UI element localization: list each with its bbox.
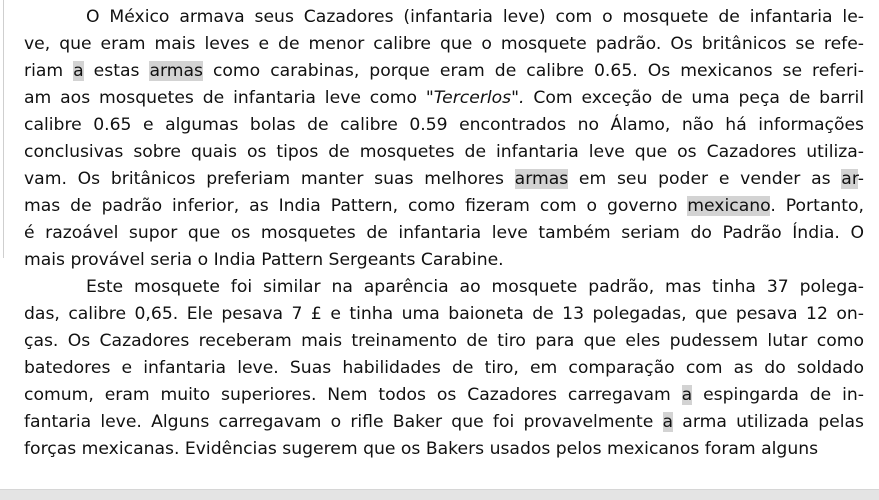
bottom-scroll-bar[interactable]	[0, 489, 879, 500]
text-line	[24, 355, 864, 382]
text-line	[24, 85, 864, 112]
text-line	[24, 112, 864, 139]
text-run: mais provável seria o India Pattern Sergeants Carabine.	[24, 250, 504, 270]
text-line	[24, 193, 864, 220]
text-run: . Portanto,	[770, 196, 864, 216]
text-line	[24, 166, 864, 193]
text-line	[24, 247, 864, 274]
text-run: das, calibre 0,65. Ele pesava 7 £ e tinha uma baioneta de 13 polegadas, que pesava 12 on-	[24, 304, 864, 324]
text-line	[24, 220, 864, 247]
highlighted-word: ar	[841, 169, 858, 189]
text-run: é razoável supor que os mosquetes de infantaria leve também seriam do Padrão Índia. O	[24, 223, 864, 243]
text-run: arma utilizada pelas	[673, 412, 864, 432]
text-run: am aos mosquetes de infantaria leve como	[24, 88, 426, 108]
text-run: como carabinas, porque eram de calibre 0.65. Os mexicanos se referi-	[202, 61, 864, 81]
text-run: forças mexicanas. Evidências sugerem que os Bakers usados pelos mexicanos foram alguns	[24, 439, 819, 459]
highlighted-word: mexicano	[687, 196, 771, 216]
text-line	[24, 301, 864, 328]
highlighted-word: a	[681, 385, 693, 405]
text-run: conclusivas sobre quais os tipos de mosquetes de infantaria leve que os Cazadores utiliza-	[24, 142, 864, 162]
highlighted-word: a	[73, 61, 84, 81]
text-line	[24, 4, 864, 31]
text-run: calibre 0.65 e algumas bolas de calibre 0.59 encontrados no Álamo, não há informações	[24, 115, 864, 135]
text-run: ve, que eram mais leves e de menor calibre que o mosquete padrão. Os britânicos se refe-	[24, 34, 864, 54]
text-line	[24, 328, 864, 355]
text-run: Com exceção de uma peça de barril	[524, 88, 864, 108]
text-run: fantaria leve. Alguns carregavam o rifle Baker que foi provavelmente	[24, 412, 663, 432]
text-run: espingarda de in-	[692, 385, 864, 405]
text-run: ças. Os Cazadores receberam mais treinamento de tiro para que eles pudessem lutar como	[24, 331, 864, 351]
text-run: batedores e infantaria leve. Suas habilidades de tiro, em comparação com as do soldado	[24, 358, 864, 378]
paragraph	[24, 274, 864, 463]
paragraph	[24, 4, 864, 274]
text-line	[24, 409, 864, 436]
text-line	[24, 382, 864, 409]
text-line	[24, 436, 864, 463]
highlighted-word: a	[662, 412, 674, 432]
text-run: em seu poder e vender as	[568, 169, 842, 189]
text-line	[24, 274, 864, 301]
document-body	[24, 4, 864, 463]
text-line	[24, 139, 864, 166]
text-run: O México armava seus Cazadores (infantaria leve) com o mosquete de infantaria le-	[86, 7, 864, 27]
text-run: -	[857, 169, 864, 189]
text-run: estas	[83, 61, 150, 81]
text-run: comum, eram muito superiores. Nem todos os Cazadores carregavam	[24, 385, 682, 405]
highlighted-word: armas	[514, 169, 569, 189]
text-run: riam	[24, 61, 74, 81]
highlighted-word: armas	[149, 61, 203, 81]
text-run: vam. Os britânicos preferiam manter suas melhores	[24, 169, 515, 189]
text-line	[24, 58, 864, 85]
text-run: mas de padrão inferior, as India Pattern, como fizeram com o governo	[24, 196, 688, 216]
text-run: Este mosquete foi similar na aparência ao mosquete padrão, mas tinha 37 polega-	[86, 277, 864, 297]
margin-rule	[3, 0, 4, 258]
italic-term: "Tercerlos".	[425, 88, 525, 108]
text-line	[24, 31, 864, 58]
